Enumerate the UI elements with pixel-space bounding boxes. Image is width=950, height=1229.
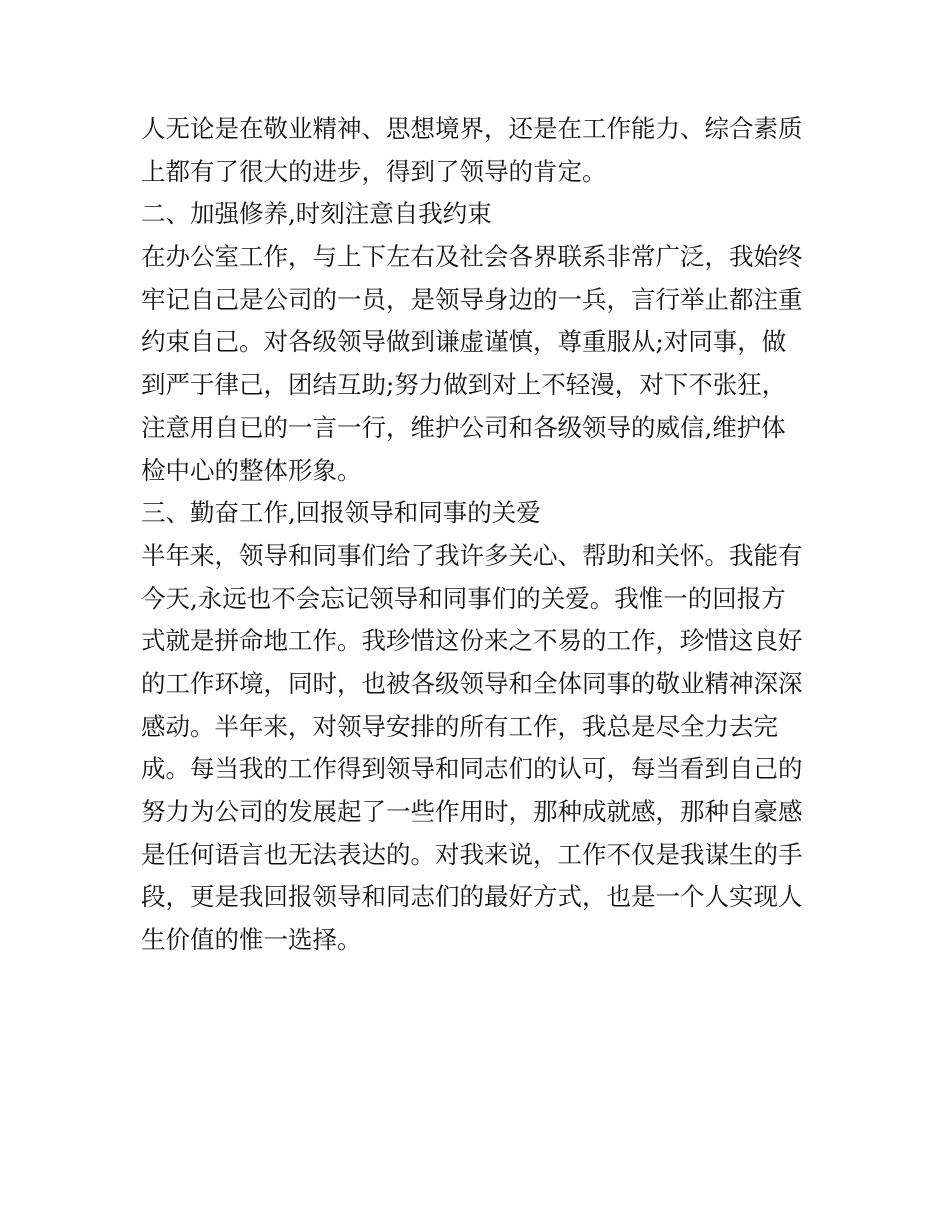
text-line: 努力为公司的发展起了一些作用时，那种成就感，那种自豪感 xyxy=(141,797,803,826)
text-line: 今天,永远也不会忘记领导和同事们的关爱。我惟一的回报方 xyxy=(141,583,786,613)
text-line: 注意用自已的一言一行，维护公司和各级领导的威信,维护体 xyxy=(141,412,786,442)
text-line: 成。每当我的工作得到领导和同志们的认可，每当看到自己的 xyxy=(141,754,803,784)
text-line: 牢记自己是公司的一员，是领导身边的一兵，言行举止都注重 xyxy=(141,284,803,314)
text-line: 段，更是我回报领导和同志们的最好方式，也是一个人实现人 xyxy=(141,882,803,912)
section-heading: 三、勤奋工作,回报领导和同事的关爱 xyxy=(141,498,541,528)
text-line: 约束自己。对各级领导做到谦虚谨慎，尊重服从;对同事，做 xyxy=(141,327,787,357)
text-line: 的工作环境，同时，也被各级领导和全体同事的敬业精神深深 xyxy=(141,668,803,698)
text-line: 式就是拼命地工作。我珍惜这份来之不易的工作，珍惜这良好 xyxy=(141,626,803,656)
text-line: 上都有了很大的进步，得到了领导的肯定。 xyxy=(141,156,607,186)
section-heading: 二、加强修养,时刻注意自我约束 xyxy=(141,199,492,229)
body-text xyxy=(141,108,821,962)
text-line: 生价值的惟一选择。 xyxy=(141,925,362,955)
text-line: 是任何语言也无法表达的。对我来说，工作不仅是我谋生的手 xyxy=(141,839,803,869)
text-line: 半年来，领导和同事们给了我许多关心、帮助和关怀。我能有 xyxy=(141,540,803,570)
text-line: 感动。半年来，对领导安排的所有工作，我总是尽全力去完 xyxy=(141,711,778,741)
text-line: 到严于律己，团结互助;努力做到对上不轻漫，对下不张狂， xyxy=(141,370,787,400)
text-line: 在办公室工作，与上下左右及社会各界联系非常广泛，我始终 xyxy=(141,242,803,272)
text-line: 人无论是在敬业精神、思想境界，还是在工作能力、综合素质 xyxy=(141,114,803,143)
text-line: 检中心的整体形象。 xyxy=(141,455,362,485)
